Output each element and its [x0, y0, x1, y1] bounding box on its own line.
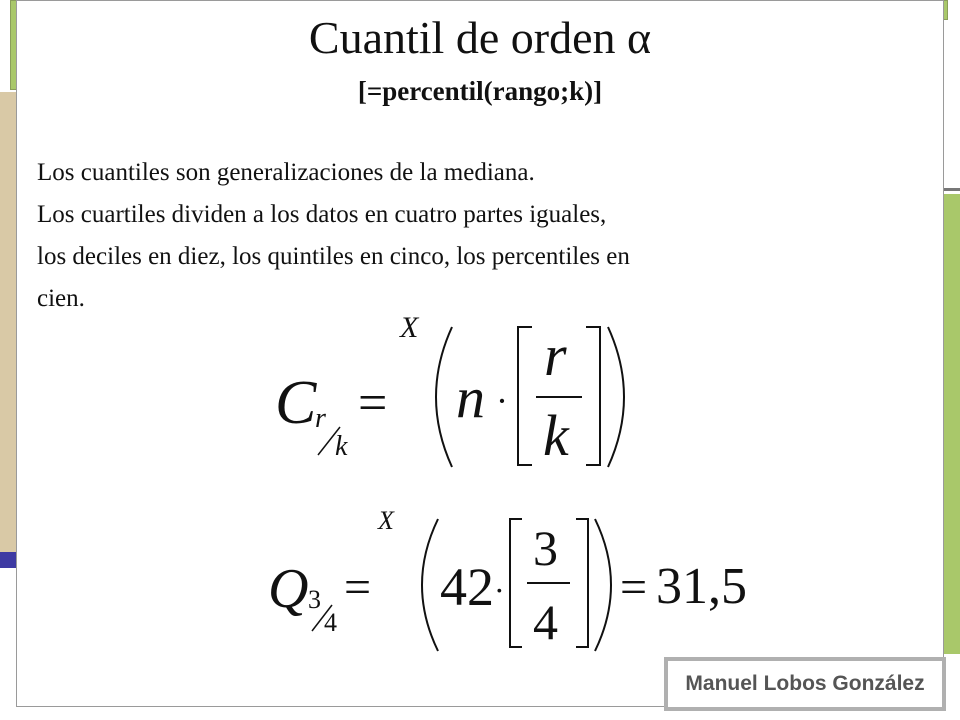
formula2-eq: =: [344, 561, 372, 614]
slide-title: Cuantil de orden α: [308, 12, 652, 63]
formula1-left-paren: [436, 327, 452, 467]
decor-blue-block-left: [0, 552, 16, 568]
formula2-n: 42: [440, 557, 494, 617]
paragraph-line: cien.: [37, 285, 85, 312]
formula2-left-bracket: [510, 519, 522, 647]
quantile-formula: [260, 305, 660, 485]
formula2-dot: ·: [494, 572, 505, 608]
formula1-den: k: [543, 403, 569, 468]
formula1-left-bracket: [518, 327, 532, 465]
formula2-sub-num: 3: [308, 585, 321, 614]
paragraph-line: Los cuartiles dividen a los datos en cuatro partes iguales,: [37, 201, 607, 228]
formula2-result-eq: =: [620, 561, 648, 614]
formula2-right-paren: [595, 519, 611, 651]
formula1-n: n: [456, 365, 485, 430]
formula1-dot: ·: [496, 381, 508, 421]
decor-beige-block-left: [0, 92, 16, 552]
formula1-sup: X: [400, 311, 419, 344]
decor-gray-line-right: [944, 188, 960, 191]
formula1-right-paren: [608, 327, 624, 467]
formula1-num: r: [544, 323, 567, 388]
formula2-sup: X: [378, 506, 394, 535]
paragraph-line: los deciles en diez, los quintiles en cinco, los percentiles en: [37, 243, 630, 270]
paragraph-line: Los cuantiles son generalizaciones de la mediana.: [37, 159, 535, 186]
formula1-sub-num: r: [315, 403, 326, 434]
formula2-num: 3: [533, 520, 558, 576]
formula1-lhs: C: [275, 369, 317, 437]
formula2-sub-den: 4: [324, 608, 337, 637]
formula2-left-paren: [422, 519, 438, 651]
decor-green-block-right: [944, 194, 960, 654]
quartile-example-formula: [260, 505, 760, 655]
author-badge: Manuel Lobos González: [664, 657, 946, 711]
body-paragraph: [37, 152, 837, 320]
slide-subtitle: [=percentil(rango;k)]: [357, 76, 603, 106]
formula1-sub-den: k: [335, 431, 348, 462]
formula1-right-bracket: [586, 327, 600, 465]
formula2-result: 31,5: [656, 558, 747, 615]
formula2-den: 4: [533, 594, 558, 650]
formula2-lhs: Q: [268, 558, 309, 620]
formula1-eq: =: [358, 375, 388, 432]
formula2-right-bracket: [576, 519, 588, 647]
